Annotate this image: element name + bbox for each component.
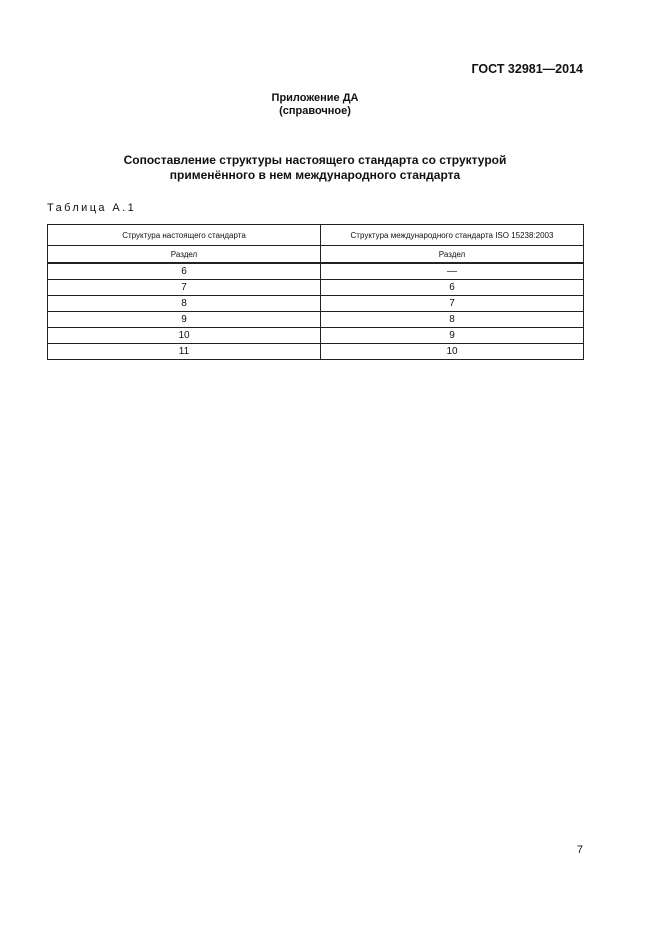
- table-row: [48, 263, 584, 280]
- table-row: [48, 328, 584, 344]
- table-cell: 6: [321, 280, 584, 296]
- table-row: [48, 280, 584, 296]
- table-caption: Таблица А.1: [47, 202, 137, 214]
- annex-subtitle: (справочное): [279, 105, 351, 117]
- subheader-section-right: Раздел: [321, 246, 584, 264]
- table-cell: 11: [48, 344, 321, 360]
- table-cell: 9: [48, 312, 321, 328]
- section-title-line-2: применённого в нем международного стандарта: [169, 168, 461, 182]
- annex-title: Приложение ДА: [271, 92, 359, 104]
- table-cell: 8: [321, 312, 584, 328]
- table-row: [48, 296, 584, 312]
- column-header-international-standard: Структура международного стандарта ISO 15238:2003: [321, 225, 584, 246]
- column-header-this-standard: Структура настоящего стандарта: [48, 225, 321, 246]
- document-code: ГОСТ 32981—2014: [471, 62, 583, 76]
- section-title-line-1: Сопоставление структуры настоящего стандарта со структурой: [123, 153, 507, 167]
- table-cell: 9: [321, 328, 584, 344]
- section-title: [0, 153, 630, 183]
- annex-heading: [0, 92, 630, 118]
- table-row: [48, 344, 584, 360]
- table-cell: 8: [48, 296, 321, 312]
- subheader-section-left: Раздел: [48, 246, 321, 264]
- table-row: [48, 312, 584, 328]
- comparison-table-container: [47, 224, 583, 360]
- table-cell: 10: [321, 344, 584, 360]
- table-subheader-row: [48, 246, 584, 264]
- table-cell: 10: [48, 328, 321, 344]
- table-cell: 6: [48, 263, 321, 280]
- table-header-row: [48, 225, 584, 246]
- page-number: 7: [576, 844, 583, 856]
- table-cell: 7: [48, 280, 321, 296]
- table-cell: 7: [321, 296, 584, 312]
- table-cell: —: [321, 263, 584, 280]
- comparison-table: [47, 224, 584, 360]
